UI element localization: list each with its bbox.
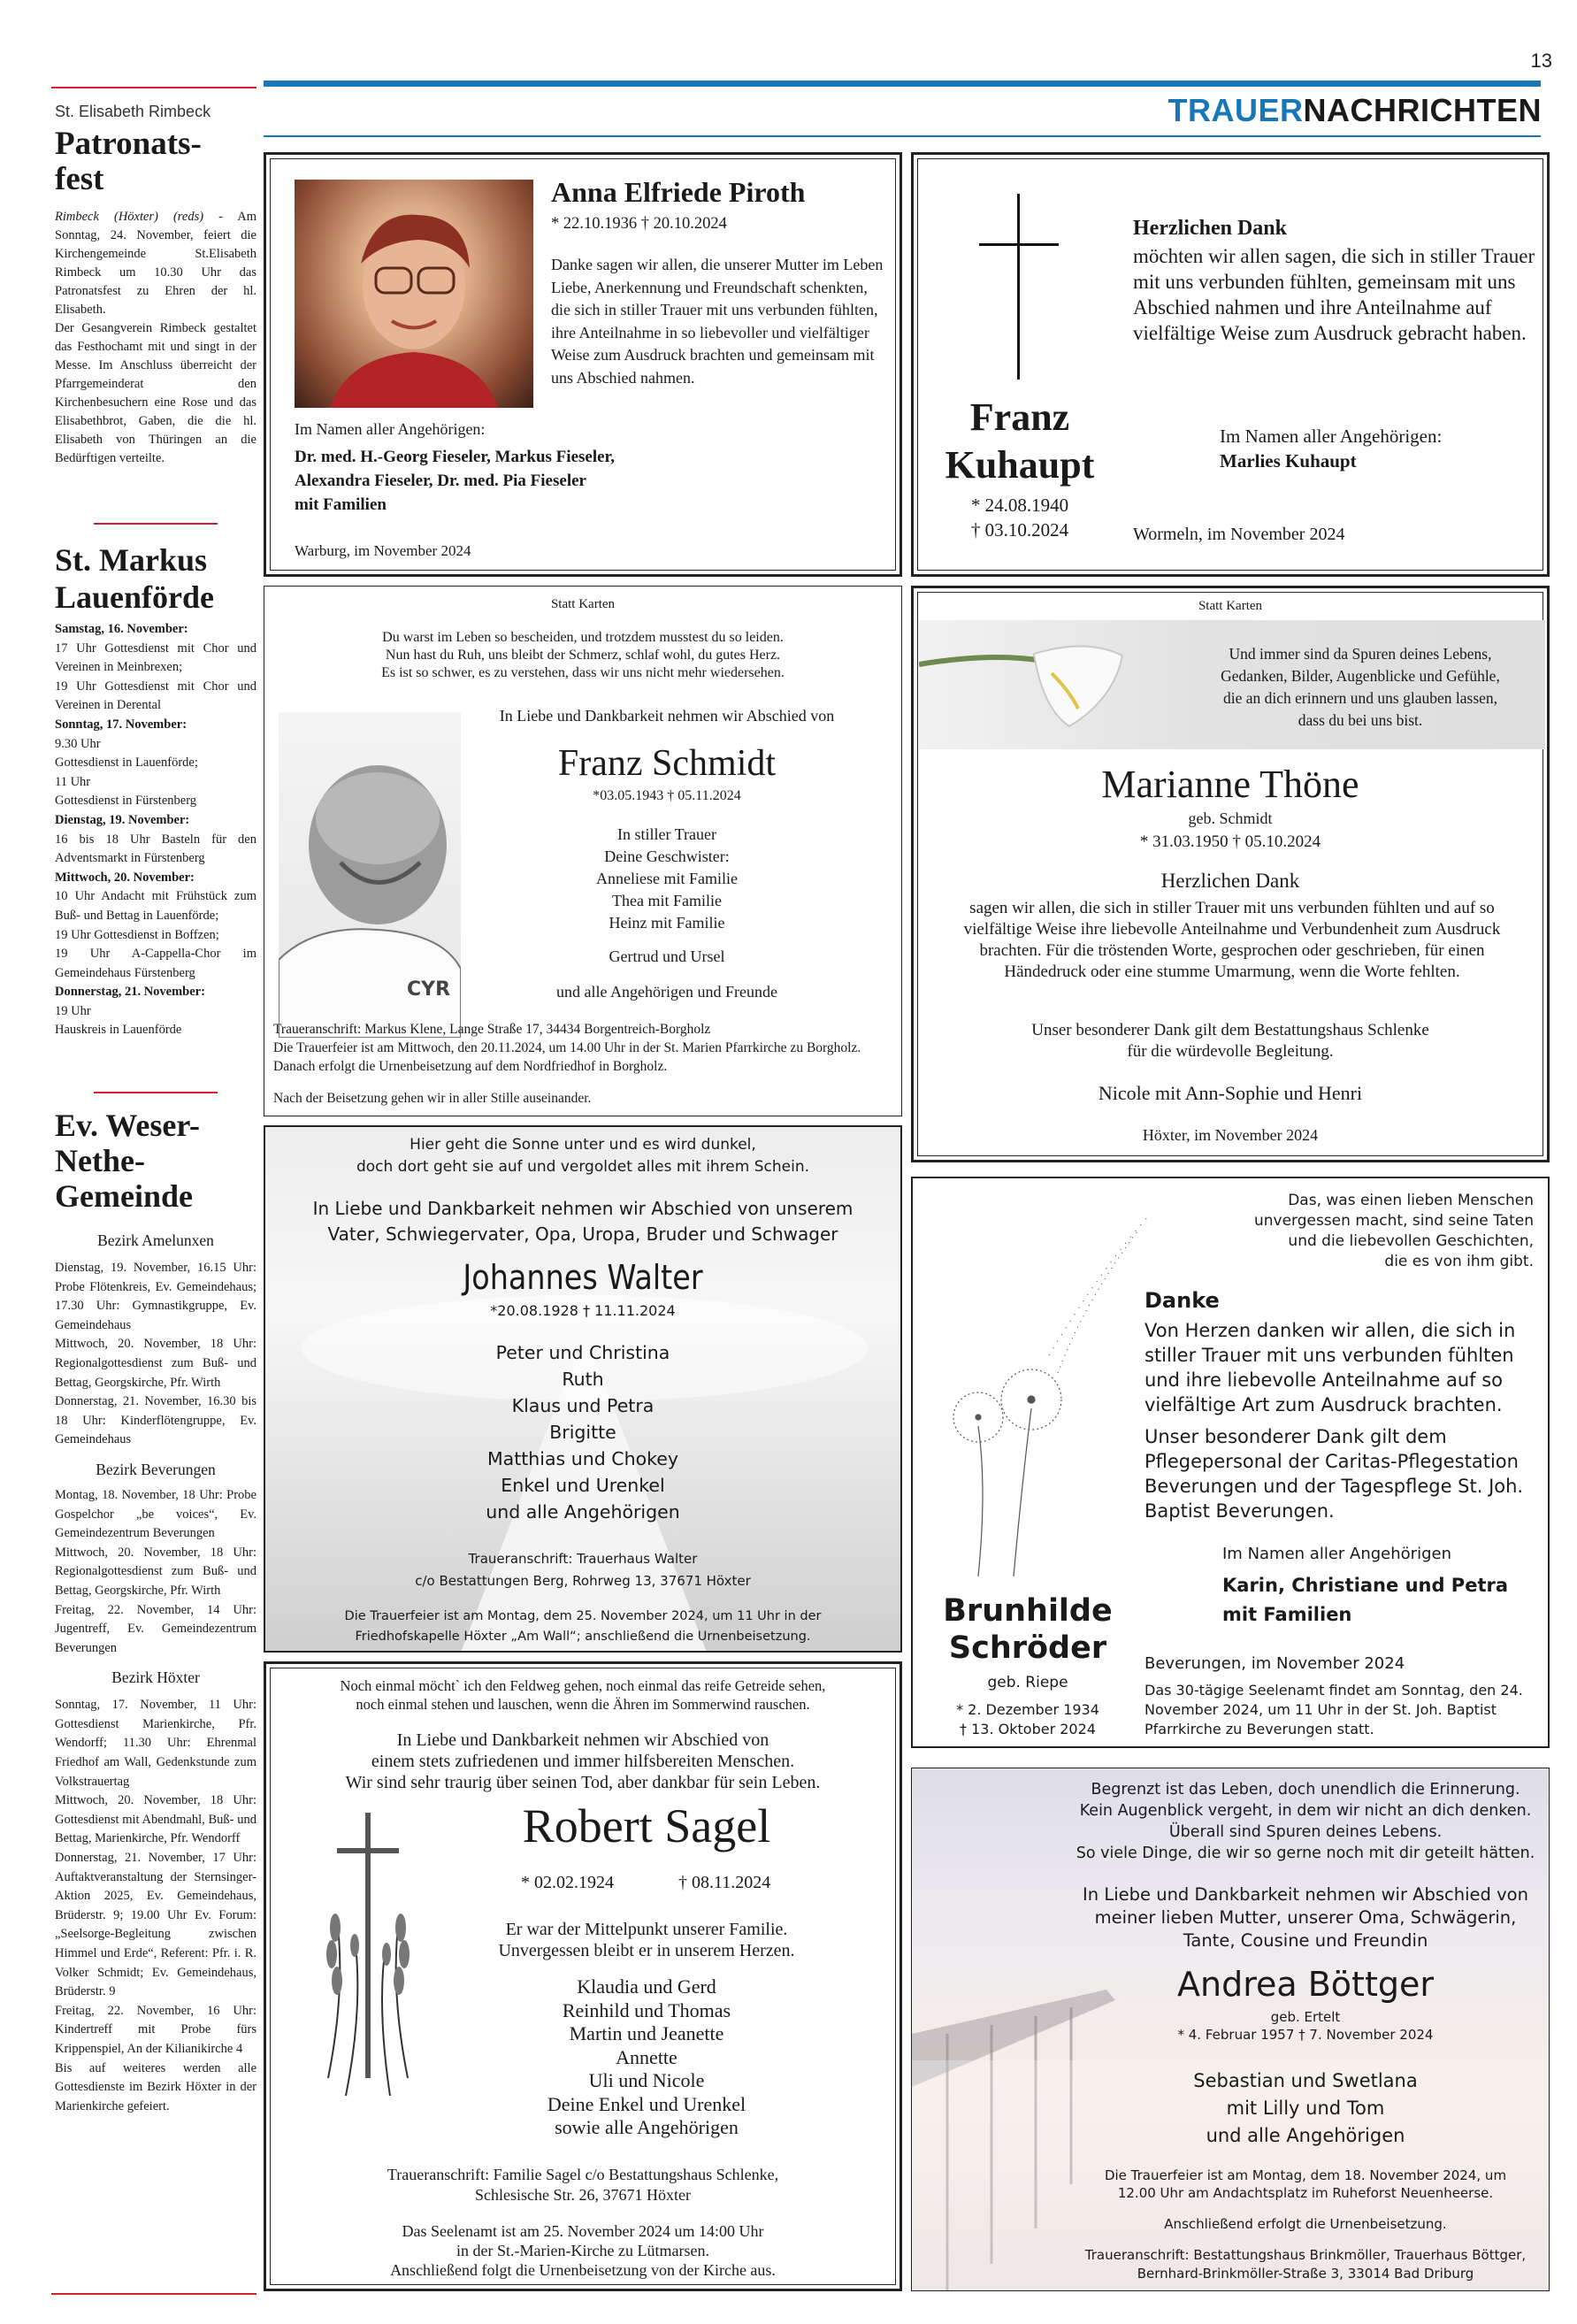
poem: Du warst im Leben so bescheiden, und trotzdem musstest du so leiden. Nun hast du Ruh, uns bleibt der Schmerz, schlaf wohl, du gutes Herz. Es ist so schwer, es zu verstehen, dass wir uns nicht mehr wiedersehen.	[381, 630, 785, 680]
article-headline: Ev. Weser- Nethe- Gemeinde	[55, 1108, 200, 1214]
obituary-schroeder	[911, 1177, 1550, 1748]
mourners: In stiller Trauer Deine Geschwister: Anneliese mit Familie Thea mit Familie Heinz mit Familie	[596, 825, 738, 932]
quote: Das, was einen lieben Menschen unvergessen macht, sind seine Taten und die liebevollen Geschichten, die es von ihm gibt.	[1253, 1192, 1534, 1270]
section-text: Sonntag, 17. November, 11 Uhr: Gottesdienst Marienkirche, Pfr. Wendorff; 11.30 Uhr: Ehrenmal Friedhof am Wall, Gedenkstunde zum Volkstrauertag Mittwoch, 20. November, 18 Uhr: Gottesdienst mit Abendmahl, Buß- und Bettag, Marienkirche, Pfr. Wendorff Donnerstag, 21. November, 17 Uhr: Auftaktveranstaltung der Sternsinger-Aktion 2025, Ev. Gemeindehaus, Brüderstr. 9; 19.00 Uhr Ev. Forum: „Seelsorge-Begleitung zwischen Himmel und Erde“, Referent: Pfr. i. R. Volker Schmidt; Ev. Gemeindehaus, Brüderstr. 9 Freitag, 22. November, 16 Uhr: Kindertreff mit Probe fürs Krippenspiel, An der Kilianikirche 4 Bis auf weiteres werden alle Gottesdienste im Bezirk Höxter in der Marienkirche gefeiert.	[55, 1698, 256, 2113]
article-body	[55, 208, 256, 468]
funeral-address: Traueranschrift: Familie Sagel c/o Bestattungshaus Schlenke, Schlesische Str. 26, 37671 Höxter	[387, 2166, 779, 2204]
schedule-items: 9.30 Uhr Gottesdienst in Lauenförde; 11 Uhr Gottesdienst in Fürstenberg	[55, 736, 198, 809]
schedule-day: Dienstag, 19. November:	[55, 812, 190, 827]
intro: In Liebe und Dankbarkeit nehmen wir Abschied von einem stets zufriedenen und immer hilfsbereiten Menschen. Wir sind sehr traurig über seinen Tod, aber dankbar für sein Leben.	[345, 1730, 821, 1792]
schedule-day: Donnerstag, 21. November:	[55, 985, 205, 1000]
schedule-entry	[55, 620, 256, 716]
signature-name: Marlies Kuhaupt	[1220, 450, 1357, 472]
deceased-name: Anna Elfriede Piroth	[551, 176, 806, 208]
schedule-entry	[55, 869, 256, 984]
mourners-closing: und alle Angehörigen und Freunde	[556, 983, 777, 1001]
poem: Hier geht die Sonne unter und es wird dunkel, doch dort geht sie auf und vergoldet alles mit ihrem Schein.	[356, 1136, 810, 1176]
sidebar-top-rule	[51, 87, 256, 88]
thanks-title: Herzlichen Dank	[1160, 870, 1300, 892]
section-text: Montag, 18. November, 18 Uhr: Probe Gospelchor „be voices“, Ev. Gemeindezentrum Beverungen Mittwoch, 20. November, 18 Uhr: Regionalgottesdienst zum Buß- und Bettag, Georgskirche, Pfr. Wirth Freitag, 22. November, 14 Uhr: Jugentreff, Ev. Gemeindezentrum Beverungen	[55, 1487, 256, 1655]
thanks-text: sagen wir allen, die sich in stiller Trauer mit uns verbunden fühlten und auf so vielfältige Weise ihre liebevolle Anteilnahme und Verbundenheit zum Ausdruck brachten. Für die tröstenden Worte, gesprochen oder geschrieben, für einen Händedruck oder eine stumme Umarmung, wenn die Worte fehlten.	[963, 899, 1501, 981]
article-text: - Am Sonntag, 24. November, feiert die Kirchengemeinde St.Elisabeth Rimbeck um 10.30 Uhr das Patronatsfest zu Ehren der hl. Elisabeth. Der Gesangverein Rimbeck gestaltet das Festhochamt mit und singt in der Messe. Im Anschluss überreicht der Pfarrgemeinderat den Kirchenbesuchern eine Rose und das Elisabethbrot, Gaben, die die hl. Elisabeth von Thüringen an die Bedürftigen verteilte.	[55, 210, 256, 465]
header-rule-bottom	[264, 135, 1541, 137]
schedule-day: Samstag, 16. November:	[55, 622, 188, 636]
schedule-entry	[55, 983, 256, 1040]
life-dates: * 4. Februar 1957 † 7. November 2024	[1177, 2027, 1434, 2043]
schedule-items: 16 bis 18 Uhr Basteln für den Adventsmarkt in Fürstenberg	[55, 832, 256, 866]
poem: Noch einmal möcht` ich den Feldweg gehen, noch einmal das reife Getreide sehen, noch einmal stehen und lauschen, wenn die Ähren im Sommerwind rauschen.	[340, 1677, 826, 1713]
sidebar-article-weser-nethe	[55, 1108, 256, 2116]
maiden-name: geb. Riepe	[987, 1674, 1068, 1691]
obituary-schmidt	[264, 586, 902, 1116]
mourners: Klaudia und Gerd Reinhild und Thomas Martin und Jeanette Annette Uli und Nicole Deine Enkel und Urenkel sowie alle Angehörigen	[547, 1975, 746, 2138]
section-title-main: NACHRICHTEN	[1303, 92, 1542, 128]
place-date: Höxter, im November 2024	[1142, 1126, 1319, 1144]
article-dateline: Rimbeck (Höxter) (reds)	[55, 210, 204, 224]
signature-names: Karin, Christiane und Petra mit Familien	[1222, 1575, 1509, 1625]
closing-line: Nach der Beisetzung gehen wir in aller Stille auseinander.	[273, 1091, 592, 1106]
statt-karten: Statt Karten	[1198, 599, 1263, 613]
schedule-day: Sonntag, 17. November:	[55, 717, 188, 732]
signature-intro: Im Namen aller Angehörigen	[1222, 1545, 1451, 1563]
obituary-piroth	[264, 152, 902, 577]
center-text: Er war der Mittelpunkt unserer Familie. Unvergessen bleibt er in unserem Herzen.	[498, 1920, 795, 1960]
funeral-address: Traueranschrift: Trauerhaus Walter c/o Bestattungen Berg, Rohrweg 13, 37671 Höxter	[415, 1551, 751, 1589]
schedule-items: 17 Uhr Gottesdienst mit Chor und Vereinen in Meinbrexen; 19 Uhr Gottesdienst mit Chor und Vereinen in Derental	[55, 640, 256, 713]
intro: In Liebe und Dankbarkeit nehmen wir Abschied von unserem Vater, Schwiegervater, Opa, Uropa, Bruder und Schwager	[312, 1198, 854, 1245]
thanks-text: Danke sagen wir allen, die unserer Mutter im Leben Liebe, Anerkennung und Freundschaft schenkten, die sich in stiller Trauer mit uns verbunden fühlten, ihre Anteilnahme in so liebevoller und vielfältiger Weise zum Ausdruck brachten und gemeinsam mit uns Abschied nahmen.	[551, 256, 884, 387]
deceased-name: Marianne Thöne	[1101, 763, 1359, 806]
urn-info: Anschließend erfolgt die Urnenbeisetzung.	[1164, 2216, 1447, 2232]
portrait-photo	[295, 180, 533, 408]
schedule-entry	[55, 811, 256, 869]
portrait-photo	[279, 712, 461, 1038]
intro: In Liebe und Dankbarkeit nehmen wir Abschied von	[499, 707, 835, 725]
life-dates: *03.05.1943 † 05.11.2024	[593, 788, 741, 803]
section-title-accent: TRAUER	[1167, 92, 1304, 128]
thanks-title: Danke	[1144, 1288, 1220, 1313]
article-headline: St. Markus Lauenförde	[55, 542, 214, 615]
deceased-name: Andrea Böttger	[1177, 1965, 1434, 2004]
signature: Nicole mit Ann-Sophie und Henri	[1098, 1082, 1363, 1104]
born-date: * 24.08.1940	[970, 495, 1069, 516]
obituary-sagel	[264, 1661, 902, 2291]
died-date: † 03.10.2024	[970, 519, 1069, 541]
deceased-name: Franz Schmidt	[557, 743, 777, 784]
section-title	[1168, 92, 1543, 129]
deceased-name: Franz Kuhaupt	[945, 395, 1095, 487]
life-dates: * 31.03.1950 † 05.10.2024	[1139, 832, 1321, 851]
section-text: Dienstag, 19. November, 16.15 Uhr: Probe Flötenkreis, Ev. Gemeindehaus; 17.30 Uhr: Gymnastikgruppe, Ev. Gemeindehaus Mittwoch, 20. November, 18 Uhr: Regionalgottesdienst zum Buß- und Bettag, Georgskirche, Pfr. Wirth Donnerstag, 21. November, 16.30 bis 18 Uhr: Kinderflötengruppe, Ev. Gemeindehaus	[55, 1261, 256, 1447]
thanks-title: Herzlichen Dank	[1133, 217, 1287, 240]
sidebar-rule-1	[94, 523, 218, 525]
section-title: Bezirk Beverungen	[96, 1460, 216, 1478]
died-date: † 08.11.2024	[678, 1873, 771, 1892]
special-thanks: Unser besonderer Dank gilt dem Pflegepersonal der Caritas-Pflegestation Beverungen und der Tagespflege St. Joh. Baptist Beverungen.	[1144, 1426, 1524, 1522]
section-title: Bezirk Höxter	[111, 1668, 200, 1687]
place-date: Beverungen, im November 2024	[1144, 1654, 1405, 1673]
deceased-name: Johannes Walter	[463, 1258, 703, 1297]
schedule-items: 19 Uhr Hauskreis in Lauenförde	[55, 1003, 182, 1038]
statt-karten: Statt Karten	[550, 597, 616, 611]
signature-intro: Im Namen aller Angehörigen:	[1220, 426, 1443, 447]
maiden-name: geb. Ertelt	[1270, 2009, 1341, 2025]
obituary-boettger	[911, 1768, 1550, 2291]
sidebar-bottom-rule	[51, 2293, 256, 2295]
signature-names: Dr. med. H.-Georg Fieseler, Markus Fieseler, Alexandra Fieseler, Dr. med. Pia Fieseler mit Familien	[295, 448, 615, 514]
mourners: Peter und Christina Ruth Klaus und Petra Brigitte Matthias und Chokey Enkel und Urenkel und alle Angehörigen	[486, 1342, 680, 1522]
mourners: Sebastian und Swetlana mit Lilly und Tom und alle Angehörigen	[1193, 2070, 1418, 2146]
obituary-thoene	[911, 586, 1550, 1162]
sidebar-article-st-markus	[55, 541, 256, 1040]
service-info: Die Trauerfeier ist am Montag, dem 18. November 2024, um 12.00 Uhr am Andachtsplatz im Ruheforst Neuenheerse.	[1104, 2167, 1507, 2201]
funeral-address: Traueranschrift: Markus Klene, Lange Straße 17, 34434 Borgentreich-Borgholz Die Trauerfeier ist am Mittwoch, den 20.11.2024, um 14.00 Uhr in der St. Marien Pfarrkirche zu Borgholz. Danach erfolgt die Urnenbeisetzung auf dem Nordfriedhof in Borgholz.	[273, 1022, 861, 1074]
place-date: Warburg, im November 2024	[295, 542, 471, 559]
article-kicker: St. Elisabeth Rimbeck	[55, 103, 211, 120]
deceased-name: Robert Sagel	[522, 1799, 771, 1852]
funeral-address: Traueranschrift: Bestattungshaus Brinkmöller, Trauerhaus Böttger, Bernhard-Brinkmöller-Straße 3, 33014 Bad Driburg	[1084, 2247, 1527, 2282]
mourners-extra: Gertrud und Ursel	[609, 947, 725, 965]
life-dates: * 2. Dezember 1934 † 13. Oktober 2024	[956, 1701, 1099, 1737]
service-info: Die Trauerfeier ist am Montag, dem 25. November 2024, um 11 Uhr in der Friedhofskapelle Höxter „Am Wall“; anschließend die Urnenbeisetzung.	[344, 1609, 822, 1644]
dandelion-icon	[925, 1196, 1155, 1585]
born-date: * 02.02.1924	[521, 1873, 614, 1892]
intro: In Liebe und Dankbarkeit nehmen wir Abschied von meiner lieben Mutter, unserer Oma, Schwägerin, Tante, Cousine und Freundin	[1083, 1884, 1528, 1951]
mass-info: Das Seelenamt ist am 25. November 2024 um 14:00 Uhr in der St.-Marien-Kirche zu Lütmarsen. Anschließend folgt die Urnenbeisetzung von der Kirche aus.	[390, 2222, 776, 2279]
article-schedule	[55, 620, 256, 1040]
svg-text:CYR: CYR	[407, 978, 451, 1001]
sidebar-rule-2	[94, 1092, 218, 1093]
signature-intro: Im Namen aller Angehörigen:	[295, 420, 486, 438]
page-number: 13	[1530, 50, 1552, 72]
maiden-name: geb. Schmidt	[1188, 809, 1273, 827]
poem: Begrenzt ist das Leben, doch unendlich die Erinnerung. Kein Augenblick vergeht, in dem wir nicht an dich denken. Überall sind Spuren deines Lebens. So viele Dinge, die wir so gerne noch mit dir geteilt hätten.	[1076, 1781, 1535, 1862]
life-dates: * 22.10.1936 † 20.10.2024	[551, 215, 727, 233]
thanks-text: Von Herzen danken wir allen, die sich in stiller Trauer mit uns verbunden fühlten und ihre liebevolle Anteilnahme auf so vielfältige Art zum Ausdruck brachten.	[1144, 1320, 1516, 1415]
life-dates: *20.08.1928 † 11.11.2024	[490, 1302, 676, 1319]
schedule-entry	[55, 716, 256, 811]
mass-info: Das 30-tägige Seelenamt findet am Sonntag, den 24. November 2024, um 11 Uhr in der St. Joh. Baptist Pfarrkirche zu Beverungen statt.	[1144, 1682, 1523, 1737]
obituary-walter	[264, 1125, 902, 1653]
schedule-items: 10 Uhr Andacht mit Frühstück zum Buß- und Bettag in Lauenförde; 19 Uhr Gottesdienst in Boffzen; 19 Uhr A-Cappella-Chor im Gemeindehaus Fürstenberg	[55, 889, 256, 980]
special-thanks: Unser besonderer Dank gilt dem Bestattungshaus Schlenke für die würdevolle Begleitung.	[1031, 1021, 1429, 1061]
thanks-text: möchten wir allen sagen, die sich in stiller Trauer mit uns verbunden fühlten, gemeinsam mit uns Abschied nahmen und ihre Anteilnahme auf vielfältige Weise zum Ausdruck gebracht haben.	[1133, 245, 1535, 344]
section-title: Bezirk Amelunxen	[97, 1231, 214, 1249]
poem: Und immer sind da Spuren deines Lebens, Gedanken, Bilder, Augenblicke und Gefühle, die an dich erinnern und uns glauben lassen, dass du bei uns bist.	[1221, 645, 1500, 729]
article-headline: Patronats- fest	[55, 126, 202, 197]
sidebar-article-patronatsfest	[55, 103, 256, 468]
header-rule-top	[264, 81, 1541, 87]
schedule-day: Mittwoch, 20. November:	[55, 870, 195, 885]
place-date: Wormeln, im November 2024	[1133, 525, 1345, 544]
cross-icon	[979, 194, 1059, 380]
obituary-kuhaupt	[911, 152, 1550, 577]
deceased-name: Brunhilde Schröder	[943, 1593, 1113, 1666]
